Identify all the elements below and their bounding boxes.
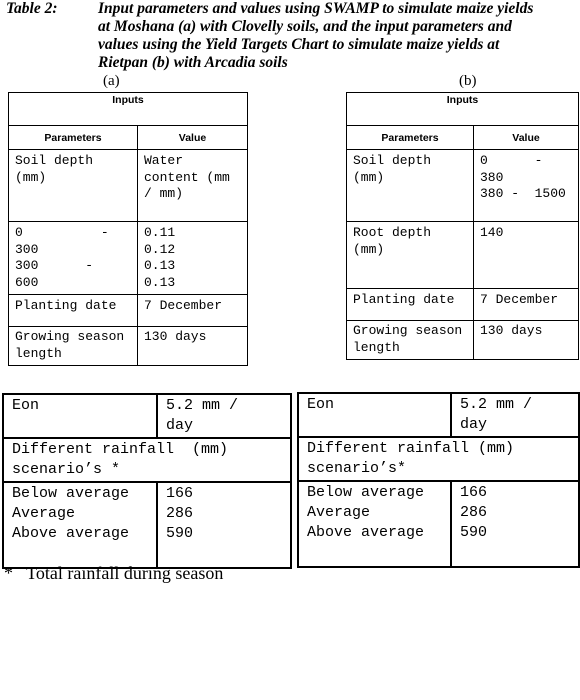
scenario-values: 166 286 590 [451,481,579,567]
eon-label: Eon [298,393,451,437]
table-caption-line-3: values using the Yield Targets Chart to simulate maize yields at [98,36,500,53]
table-b-label: (b) [459,73,477,89]
param-cell: Root depth (mm) [347,222,474,289]
value-cell: 130 days [474,321,579,360]
parameters-column-header: Parameters [9,126,138,150]
scenario-labels: Below average Average Above average [3,482,157,568]
param-cell: Soil depth (mm) [347,150,474,222]
scenario-values: 166 286 590 [157,482,291,568]
table-caption-line-2: at Moshana (a) with Clovelly soils, and the input parameters and [98,18,512,35]
param-cell: Growing season length [347,321,474,360]
rainfall-scenarios-label: Different rainfall (mm) scenario’s * [3,438,291,482]
eon-value: 5.2 mm / day [157,394,291,438]
param-cell: Planting date [347,289,474,321]
inputs-header: Inputs [347,93,579,126]
param-cell: Soil depth (mm) [9,150,138,222]
footnote: * Total rainfall during season [4,563,224,583]
value-cell: 7 December [138,295,248,327]
eon-value: 5.2 mm / day [451,393,579,437]
inputs-header: Inputs [9,93,248,126]
param-cell: 0 - 300 300 - 600 [9,222,138,295]
rainfall-scenarios-label: Different rainfall (mm) scenario’s* [298,437,579,481]
value-cell: 0 - 380 380 - 1500 [474,150,579,222]
rainfall-table-b [297,392,580,568]
inputs-table-b [346,92,579,360]
value-cell: 130 days [138,327,248,366]
scenario-labels: Below average Average Above average [298,481,451,567]
value-cell: 140 [474,222,579,289]
eon-label: Eon [3,394,157,438]
parameters-column-header: Parameters [347,126,474,150]
value-cell: 7 December [474,289,579,321]
param-cell: Planting date [9,295,138,327]
table-caption-line-4: Rietpan (b) with Arcadia soils [98,54,288,71]
rainfall-table-a [2,393,292,569]
value-column-header: Value [474,126,579,150]
table-a-label: (a) [103,73,120,89]
value-cell: Water content (mm / mm) [138,150,248,222]
inputs-table-a [8,92,248,366]
param-cell: Growing season length [9,327,138,366]
value-cell: 0.11 0.12 0.13 0.13 [138,222,248,295]
table-caption-line-1: Input parameters and values using SWAMP to simulate maize yields [98,0,534,17]
table-caption-label: Table 2: [6,0,58,17]
value-column-header: Value [138,126,248,150]
